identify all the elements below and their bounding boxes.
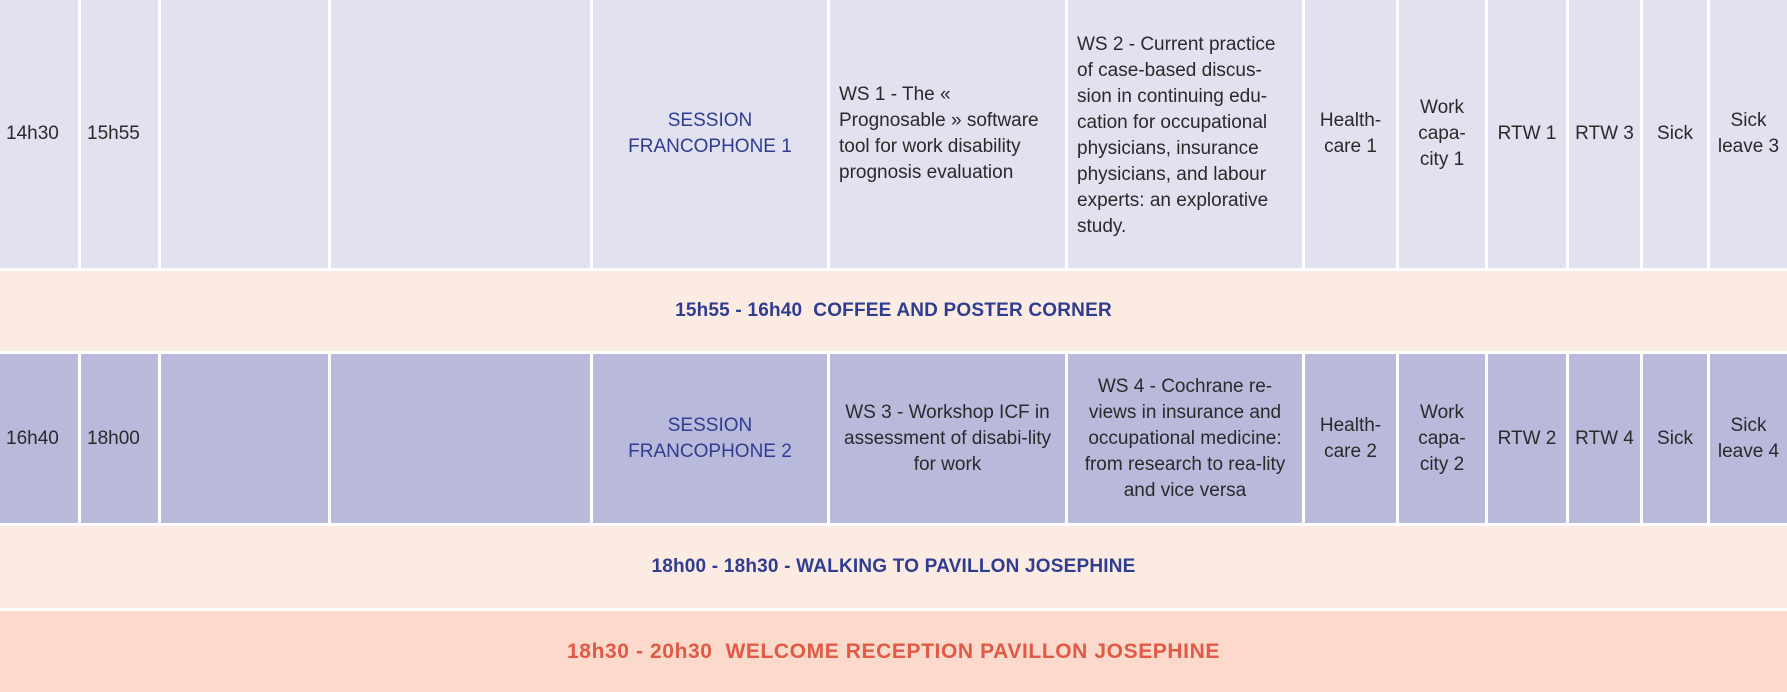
workshop-title: WS 4 - Cochrane re-views in insurance and occupational medicine: from research to rea-lity and vice versa	[1084, 375, 1286, 501]
break-label: COFFEE AND POSTER CORNER	[813, 300, 1112, 321]
break-time: 15h55 - 16h40	[675, 300, 803, 321]
workshop-title: WS 2 - Current practice of case-based discus-sion in continuing edu-cation for occupational physicians, insurance physicians, and labour experts: an explorative study.	[1077, 34, 1276, 237]
start-time: 16h40	[6, 427, 59, 449]
work-capacity-label: Work capa-city 2	[1418, 401, 1466, 475]
empty-cell	[331, 354, 590, 523]
session-title: SESSION FRANCOPHONE 2	[628, 414, 792, 462]
rtw-label: RTW 4	[1575, 427, 1634, 449]
rtw-cell	[1488, 354, 1566, 523]
start-time-cell	[0, 0, 78, 268]
empty-cell	[331, 0, 590, 268]
sick-leave-cell	[1710, 0, 1787, 268]
break-label: WALKING TO PAVILLON JOSEPHINE	[796, 556, 1136, 577]
sick-leave-label: Sick leave 3	[1717, 110, 1780, 157]
sick-cell	[1643, 354, 1707, 523]
end-time-cell	[81, 354, 158, 523]
rtw-cell	[1569, 0, 1640, 268]
healthcare-cell	[1305, 354, 1396, 523]
session-row-2	[0, 354, 1787, 523]
sick-cell	[1643, 0, 1707, 268]
sick-label: Sick	[1657, 123, 1693, 144]
workshop-cell	[830, 0, 1065, 268]
workshop-title: WS 3 - Workshop ICF in assessment of disabi-lity for work	[844, 401, 1051, 475]
walking-band	[0, 526, 1787, 608]
rtw-cell	[1488, 0, 1566, 268]
end-time-cell	[81, 0, 158, 268]
break-time: 18h00 - 18h30 -	[651, 556, 791, 577]
work-capacity-cell	[1399, 354, 1485, 523]
start-time-cell	[0, 354, 78, 523]
empty-cell	[161, 0, 328, 268]
welcome-reception-band	[0, 611, 1787, 692]
rtw-label: RTW 1	[1497, 123, 1557, 144]
session-francophone-cell	[593, 354, 827, 523]
session-francophone-cell	[593, 0, 827, 268]
workshop-title: WS 1 - The « Prognosable » software tool for work disability prognosis evaluation	[839, 84, 1039, 183]
empty-cell	[161, 354, 328, 523]
healthcare-label: Health-care 2	[1319, 414, 1382, 462]
workshop-cell	[830, 354, 1065, 523]
session-row-1	[0, 0, 1787, 268]
work-capacity-label: Work capa-city 1	[1418, 97, 1466, 170]
healthcare-cell	[1305, 0, 1396, 268]
healthcare-label: Health-care 1	[1319, 110, 1382, 157]
reception-time: 18h30 - 20h30	[567, 639, 713, 663]
coffee-break-band	[0, 271, 1787, 351]
sick-leave-cell	[1710, 354, 1787, 523]
rtw-label: RTW 2	[1497, 427, 1557, 449]
workshop-cell	[1068, 0, 1302, 268]
sick-label: Sick	[1657, 427, 1693, 449]
end-time: 18h00	[87, 427, 140, 449]
sick-leave-label: Sick leave 4	[1717, 414, 1780, 462]
workshop-cell	[1068, 354, 1302, 523]
start-time: 14h30	[6, 123, 59, 144]
rtw-cell	[1569, 354, 1640, 523]
work-capacity-cell	[1399, 0, 1485, 268]
reception-label: WELCOME RECEPTION PAVILLON JOSEPHINE	[725, 639, 1220, 663]
rtw-label: RTW 3	[1575, 123, 1634, 144]
end-time: 15h55	[87, 123, 140, 144]
session-title: SESSION FRANCOPHONE 1	[628, 110, 792, 157]
